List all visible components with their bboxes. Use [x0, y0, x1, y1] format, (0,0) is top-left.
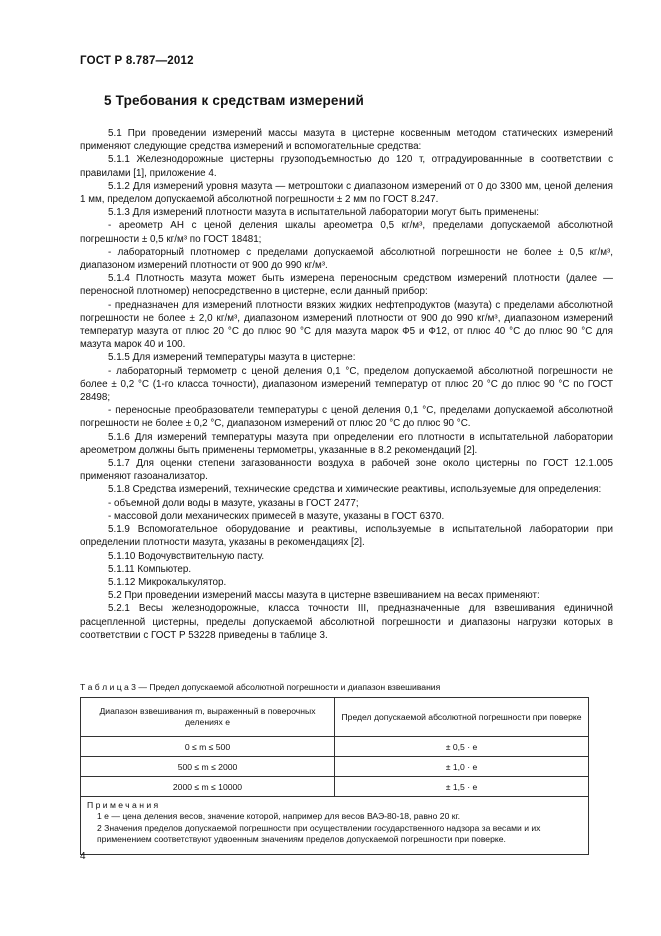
table-cell: 0 ≤ m ≤ 500	[81, 737, 335, 757]
paragraph-5-1-9: 5.1.9 Вспомогательное оборудование и реактивы, используемые в испытательной лаборатории при определении плотности мазута, указаны в рекомендациях [2].	[80, 524, 613, 549]
table-cell: ± 1,5 · e	[335, 777, 589, 797]
paragraph-5-1-4: 5.1.4 Плотность мазута может быть измерена переносным средством измерений плотности (далее — переносной плотномер) непосредственно в цистерне, если данный прибор:	[80, 273, 613, 298]
paragraph-5-1-12: 5.1.12 Микрокалькулятор.	[108, 576, 227, 588]
paragraph-5-1-3: 5.1.3 Для измерений плотности мазута в испытательной лаборатории могут быть применены:	[108, 207, 540, 219]
section-title: 5 Требования к средствам измерений	[104, 93, 364, 108]
table-header-cell: Диапазон взвешивания m, выраженный в поверочных делениях e	[81, 698, 335, 737]
table-row	[81, 757, 589, 777]
document-header: ГОСТ Р 8.787—2012	[80, 55, 194, 67]
paragraph-5-1-11: 5.1.11 Компьютер.	[108, 563, 192, 575]
table-row	[81, 737, 589, 757]
list-item: - ареометр АН с ценой деления шкалы ареометра 0,5 кг/м³, пределами допускаемой абсолютной погрешности ± 0,5 кг/м³ по ГОСТ 18481;	[80, 220, 613, 245]
table-cell: ± 1,0 · e	[335, 757, 589, 777]
list-item: - предназначен для измерений плотности вязких жидких нефтепродуктов (мазута) с пределами абсолютной погрешности не более ± 2,0 кг/м³, диапазоном измерений плотности от 900 до 990 кг/м³, диапазоном измерений температур мазута от плюс 20 °С до плюс 90 °С для мазута марок Ф5 и Ф12, от плюс 40 °С до плюс 90 °С для мазута марок 40 и 100.	[80, 299, 613, 351]
paragraph-5-1-5: 5.1.5 Для измерений температуры мазута в цистерне:	[108, 352, 356, 364]
paragraph-5-2-1: 5.2.1 Весы железнодорожные, класса точности III, предназначенные для взвешивания единичной расцепленной цистерны, пределы допускаемой абсолютной погрешности и диапазоны нагрузки которых в соответствии с ГОСТ Р 53228 приведены в таблице 3.	[80, 603, 613, 641]
paragraph-5-1-7: 5.1.7 Для оценки степени загазованности воздуха в рабочей зоне около цистерны по ГОСТ 12.1.005 применяют газоанализатор.	[80, 458, 613, 483]
list-item: - переносные преобразователи температуры с ценой деления 0,1 °С, пределами допускаемой абсолютной погрешности не более ± 0,2 °С, диапазоном измерений от плюс 20 °С до плюс 90 °С.	[80, 405, 613, 430]
paragraph-5-1-6: 5.1.6 Для измерений температуры мазута при определении его плотности в испытательной лаборатории ареометром должны быть применены термометры, указанные в 8.2 рекомендаций [2].	[80, 431, 613, 456]
table-cell: ± 0,5 · e	[335, 737, 589, 757]
table-notes	[81, 797, 589, 855]
page-number: 4	[80, 851, 86, 862]
table-notes-row	[81, 797, 589, 855]
notes-title: Примечания	[87, 800, 161, 810]
paragraph-5-1-10: 5.1.10 Водочувствительную пасту.	[108, 550, 265, 562]
note-item: 1 e — цена деления весов, значение которой, например для весов ВАЭ-80-18, равно 20 кг.	[97, 811, 460, 822]
list-item: - лабораторный плотномер с пределами допускаемой абсолютной погрешности не более ± 0,5 кг/м³, диапазоном измерений плотности от 900 до 990 кг/м³.	[80, 246, 613, 272]
paragraph-5-1-2: 5.1.2 Для измерений уровня мазута — метроштоки с диапазоном измерений от 0 до 3300 мм, ценой деления 1 мм, пределом допускаемой абсолютной погрешности ± 2 мм по ГОСТ 8.247.	[80, 180, 613, 206]
table-header-cell: Предел допускаемой абсолютной погрешности при поверке	[335, 698, 589, 737]
table-cell: 2000 ≤ m ≤ 10000	[81, 777, 335, 797]
list-item: - лабораторный термометр с ценой деления 0,1 °С, пределом допускаемой абсолютной погрешности не более ± 0,2 °С (1-го класса точности), диапазоном измерений температур от плюс 20 °С до плюс 90 °С по ГОСТ 28498;	[80, 365, 613, 404]
body-text	[80, 127, 613, 642]
table-row	[81, 777, 589, 797]
paragraph-5-1-1: 5.1.1 Железнодорожные цистерны грузоподъемностью до 120 т, отградуированнные в соответствии с правилами [1], приложение 4.	[80, 154, 613, 179]
list-item: - объемной доли воды в мазуте, указаны в ГОСТ 2477;	[108, 497, 359, 509]
paragraph-5-2: 5.2 При проведении измерений массы мазута в цистерне взвешиванием на весах применяют:	[108, 590, 540, 602]
list-item: - массовой доли механических примесей в мазуте, указаны в ГОСТ 6370.	[108, 510, 445, 522]
weighing-table	[80, 697, 589, 855]
table-caption: Т а б л и ц а 3 — Предел допускаемой абсолютной погрешности и диапазон взвешивания	[80, 682, 441, 692]
note-item: 2 Значения пределов допускаемой погрешности при осуществлении государственного надзора за весами и их применением соответствуют удвоенным значениям пределов допускаемой погрешности при поверке.	[97, 822, 541, 844]
table-cell: 500 ≤ m ≤ 2000	[81, 757, 335, 777]
paragraph-5-1-8: 5.1.8 Средства измерений, технические средства и химические реактивы, используемые для определения:	[108, 484, 602, 496]
paragraph-5-1: 5.1 При проведении измерений массы мазута в цистерне косвенным методом статических измерений применяют следующие средства измерений и вспомогательные средства:	[80, 128, 613, 153]
table-header-row	[81, 698, 589, 737]
